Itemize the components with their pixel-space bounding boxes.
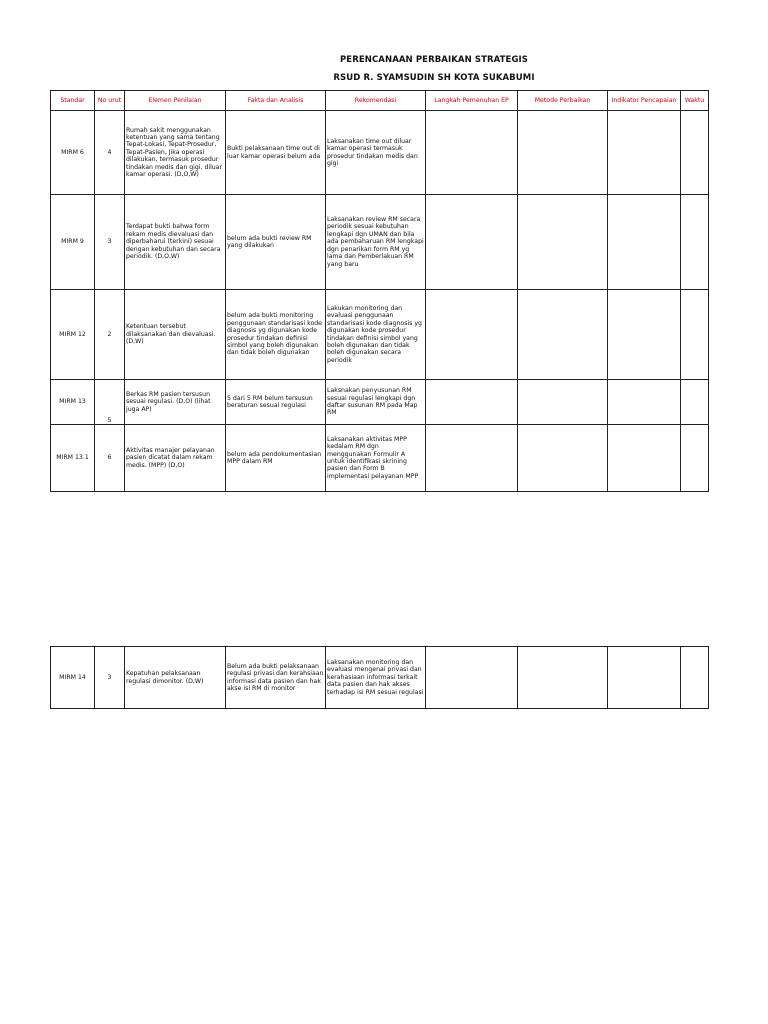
cell-no-urut: 6	[95, 425, 125, 492]
table-row	[51, 647, 709, 709]
cell-elemen: Rumah sakit menggunakan ketentuan yang sama tentang Tepat-Lokasi, Tepat-Prosedur, Tepat-Pasien, Jika operasi dilakukan, termasuk prosedur tindakan medis dan gigi, diluar kamar operasi. (D,O,W)	[125, 111, 226, 195]
cell-metode	[518, 425, 608, 492]
cell-fakta: Belum ada bukti pelaksanaan regulasi privasi dan kerahsiaan informasi data pasien dan hak akse isi RM di monitor	[226, 647, 326, 709]
strategic-plan-table-continued	[50, 646, 709, 709]
header-no-urut: No urut	[95, 91, 125, 111]
cell-elemen: Aktivitas manajer pelayanan pasien dicatat dalam rekam medis. (MPP) (D,O)	[125, 425, 226, 492]
cell-metode	[518, 647, 608, 709]
cell-metode	[518, 380, 608, 425]
table-row	[51, 425, 709, 492]
cell-no-urut: 2	[95, 290, 125, 380]
cell-no-urut: 3	[95, 195, 125, 290]
cell-indikator	[608, 290, 681, 380]
header-waktu: Waktu	[681, 91, 709, 111]
cell-rekomendasi: Lakukan monitoring dan evaluasi penggunaan standarisasi kode diagnosis yg digunakan kode prosedur tindakan definisi simbol yang boleh digunakan dan tidak boleh digunakan secara periodik	[326, 290, 426, 380]
cell-rekomendasi: Laksanakan monitoring dan evaluasi mengenai privasi dan kerahasiaan informasi terkait data pasien dan hak akses terhadap isi RM sesuai regulasi	[326, 647, 426, 709]
cell-waktu	[681, 290, 709, 380]
cell-indikator	[608, 425, 681, 492]
cell-indikator	[608, 380, 681, 425]
cell-rekomendasi: Laksanakan review RM secara periodik sesuai kebutuhan lengkapi dgn UMAN dan bila ada pembaharuan RM lengkapi dgn penarikan form RM yg lama dan Pemberlakuan RM yang baru	[326, 195, 426, 290]
header-fakta-analisis: Fakta dan Analisis	[226, 91, 326, 111]
cell-langkah	[426, 290, 518, 380]
table-header-row	[51, 91, 709, 111]
cell-no-urut: 5	[95, 380, 125, 425]
cell-fakta: belum ada bukti monitoring penggunaan standarisasi kode diagnosis yg digunakan kode prosedur tindakan definisi simbol yang boleh digunakan dan tidak boleh digunakan	[226, 290, 326, 380]
cell-indikator	[608, 647, 681, 709]
table-row	[51, 380, 709, 425]
cell-no-urut: 3	[95, 647, 125, 709]
table-row	[51, 290, 709, 380]
header-langkah-pemenuhan: Langkah Pemenuhan EP	[426, 91, 518, 111]
header-standar: Standar	[51, 91, 95, 111]
cell-fakta: 5 dari 5 RM belum tersusun beraturan sesuai regulasi	[226, 380, 326, 425]
cell-standar: MIRM 12	[51, 290, 95, 380]
header-elemen-penilaian: Elemen Penilaian	[125, 91, 226, 111]
cell-metode	[518, 290, 608, 380]
header-metode-perbaikan: Metode Perbaikan	[518, 91, 608, 111]
cell-metode	[518, 111, 608, 195]
cell-elemen: Ketentuan tersebut dilaksanakan dan dievaluasi. (D,W)	[125, 290, 226, 380]
cell-metode	[518, 195, 608, 290]
cell-rekomendasi: Laksanakan aktivitas MPP kedalam RM dgn menggunakan Formulir A untuk identifikasi skrining pasien dan Form B implementasi pelayanan MPP	[326, 425, 426, 492]
cell-standar: MIRM 13	[51, 380, 95, 425]
table-row	[51, 111, 709, 195]
cell-langkah	[426, 647, 518, 709]
table-row	[51, 195, 709, 290]
cell-standar: MIRM 13.1	[51, 425, 95, 492]
cell-waktu	[681, 111, 709, 195]
cell-standar: MIRM 9	[51, 195, 95, 290]
cell-elemen: Berkas RM pasien tersusun sesuai regulasi. (D,O) (lihat juga AP)	[125, 380, 226, 425]
document-title: PERENCANAAN PERBAIKAN STRATEGIS	[339, 55, 529, 65]
cell-rekomendasi: Laksanakan time out diluar kamar operasi termasuk prosedur tindakan medis dan gigi	[326, 111, 426, 195]
strategic-plan-table	[50, 90, 709, 492]
cell-standar: MIRM 6	[51, 111, 95, 195]
cell-langkah	[426, 195, 518, 290]
cell-indikator	[608, 195, 681, 290]
cell-waktu	[681, 380, 709, 425]
cell-rekomendasi: Laksnakan penyusunan RM sesuai regulasi lengkapi dgn daftar susunan RM pada Map RM	[326, 380, 426, 425]
cell-waktu	[681, 425, 709, 492]
cell-no-urut: 4	[95, 111, 125, 195]
cell-fakta: Bukti pelaksanaan time out di luar kamar operasi belum ada	[226, 111, 326, 195]
cell-langkah	[426, 425, 518, 492]
cell-waktu	[681, 195, 709, 290]
hospital-name: RSUD R. SYAMSUDIN SH KOTA SUKABUMI	[333, 73, 535, 83]
cell-elemen: Terdapat bukti bahwa form rekam medis dievaluasi dan diperbaharui (terkini) sesuai dengan kebutuhan dan secara periodik. (D,O,W)	[125, 195, 226, 290]
cell-elemen: Kepatuhan pelaksanaan regulasi dimonitor. (D,W)	[125, 647, 226, 709]
cell-fakta: belum ada pendokumentasian MPP dalam RM	[226, 425, 326, 492]
cell-standar: MIRM 14	[51, 647, 95, 709]
cell-waktu	[681, 647, 709, 709]
header-indikator-pencapaian: Indikator Pencapaian	[608, 91, 681, 111]
cell-indikator	[608, 111, 681, 195]
cell-langkah	[426, 380, 518, 425]
cell-langkah	[426, 111, 518, 195]
header-rekomendasi: Rekomendasi	[326, 91, 426, 111]
cell-fakta: belum ada bukti review RM yang dilakukan	[226, 195, 326, 290]
